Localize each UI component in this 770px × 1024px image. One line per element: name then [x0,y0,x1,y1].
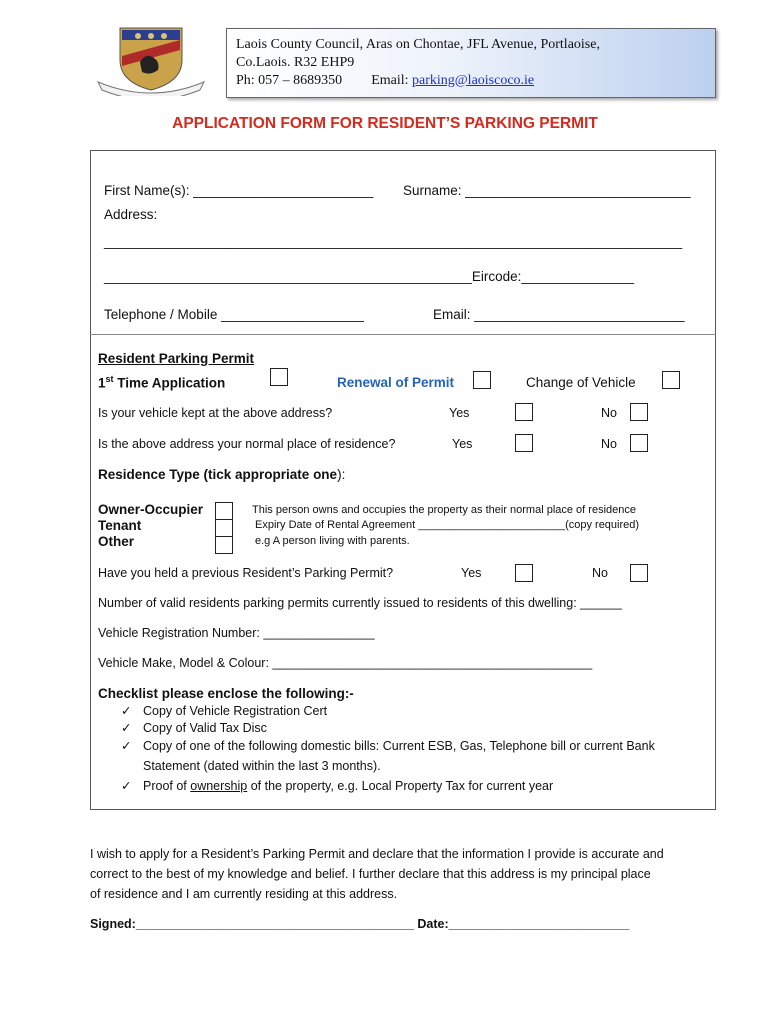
first-name-field[interactable]: First Name(s): ________________________ [104,183,374,198]
vehicle-kept-yes-label: Yes [449,406,470,420]
eircode-field[interactable]: _________________________________________________Eircode:_______________ [104,269,635,284]
signature-date-field[interactable]: Signed:________________________________________ Date:__________________________ [90,917,630,931]
tenant-label: Tenant [98,518,142,533]
first-time-label: 1st Time Application [98,374,226,391]
previous-permit-question: Have you held a previous Resident’s Parking Permit? [98,566,394,580]
address-label: Address: [104,207,158,222]
declaration-text: I wish to apply for a Resident’s Parking Permit and declare that the information I provide is accurate and correct to the best of my knowledge and belief. I further declare that this address is my principal place of residence and I am currently residing at this address. [90,847,664,901]
contact-line [236,72,706,90]
telephone-field[interactable]: Telephone / Mobile ___________________ [104,307,364,322]
previous-permit-no-label: No [592,566,608,580]
checklist-item-3-continued: Statement (dated within the last 3 months). [143,759,381,773]
email-field[interactable]: Email: ____________________________ [433,307,685,322]
vehicle-kept-question: Is your vehicle kept at the above address? [98,406,333,420]
council-crest-logo [90,20,212,96]
owner-occupier-label: Owner-Occupier [98,502,204,517]
checklist-item-1: Copy of Vehicle Registration Cert [143,704,328,718]
vehicle-kept-no-checkbox[interactable] [630,403,648,421]
previous-permit-yes-checkbox[interactable] [515,564,533,582]
vehicle-kept-yes-checkbox[interactable] [515,403,533,421]
normal-residence-yes-label: Yes [452,437,473,451]
permit-heading: Resident Parking Permit [98,351,255,366]
section-divider [90,334,716,335]
other-label: Other [98,534,135,549]
change-vehicle-checkbox[interactable] [662,371,680,389]
normal-residence-no-checkbox[interactable] [630,434,648,452]
other-description: e.g A person living with parents. [255,535,410,547]
renewal-label: Renewal of Permit [337,375,455,390]
owner-occupier-checkbox[interactable] [215,502,233,520]
tenant-expiry-field[interactable]: Expiry Date of Rental Agreement ________________________(copy required) [255,519,640,531]
check-icon: ✓ [121,739,132,753]
normal-residence-question: Is the above address your normal place of residence? [98,437,396,451]
change-vehicle-label: Change of Vehicle [526,375,636,390]
normal-residence-yes-checkbox[interactable] [515,434,533,452]
checklist-item-2: Copy of Valid Tax Disc [143,721,267,735]
phone-number: Ph: 057 – 8689350 [236,73,343,88]
owner-occupier-description: This person owns and occupies the property as their normal place of residence [252,504,636,516]
check-icon: ✓ [121,779,132,793]
email-link[interactable]: parking@laoiscoco.ie [412,73,535,88]
checklist-item-3: Copy of one of the following domestic bills: Current ESB, Gas, Telephone bill or current Bank [143,739,655,753]
check-icon: ✓ [121,704,132,718]
normal-residence-no-label: No [601,437,617,451]
vehicle-make-field[interactable]: Vehicle Make, Model & Colour: ______________________________________________ [98,656,593,670]
tenant-checkbox[interactable] [215,519,233,537]
email-label: Email: [371,73,413,88]
first-time-checkbox[interactable] [270,368,288,386]
checklist-heading: Checklist please enclose the following:- [98,686,354,701]
previous-permit-yes-label: Yes [461,566,482,580]
checklist-item-4: Proof of ownership of the property, e.g. Local Property Tax for current year [143,779,554,793]
renewal-checkbox[interactable] [473,371,491,389]
previous-permit-no-checkbox[interactable] [630,564,648,582]
form-title: APPLICATION FORM FOR RESIDENT’S PARKING PERMIT [172,115,598,132]
number-permits-field[interactable]: Number of valid residents parking permits currently issued to residents of this dwelling: ______ [98,596,622,610]
council-address-box [226,28,716,98]
surname-field[interactable]: Surname: ______________________________ [403,183,691,198]
address-line-1: Laois County Council, Aras on Chontae, JFL Avenue, Portlaoise, [236,37,600,52]
vehicle-kept-no-label: No [601,406,617,420]
residence-type-heading: Residence Type (tick appropriate one): [98,467,346,482]
address-line-field[interactable]: _____________________________________________________________________________ [104,234,683,249]
vehicle-registration-field[interactable]: Vehicle Registration Number: ________________ [98,626,375,640]
address-line-2: Co.Laois. R32 EHP9 [236,55,355,70]
other-checkbox[interactable] [215,536,233,554]
check-icon: ✓ [121,721,132,735]
